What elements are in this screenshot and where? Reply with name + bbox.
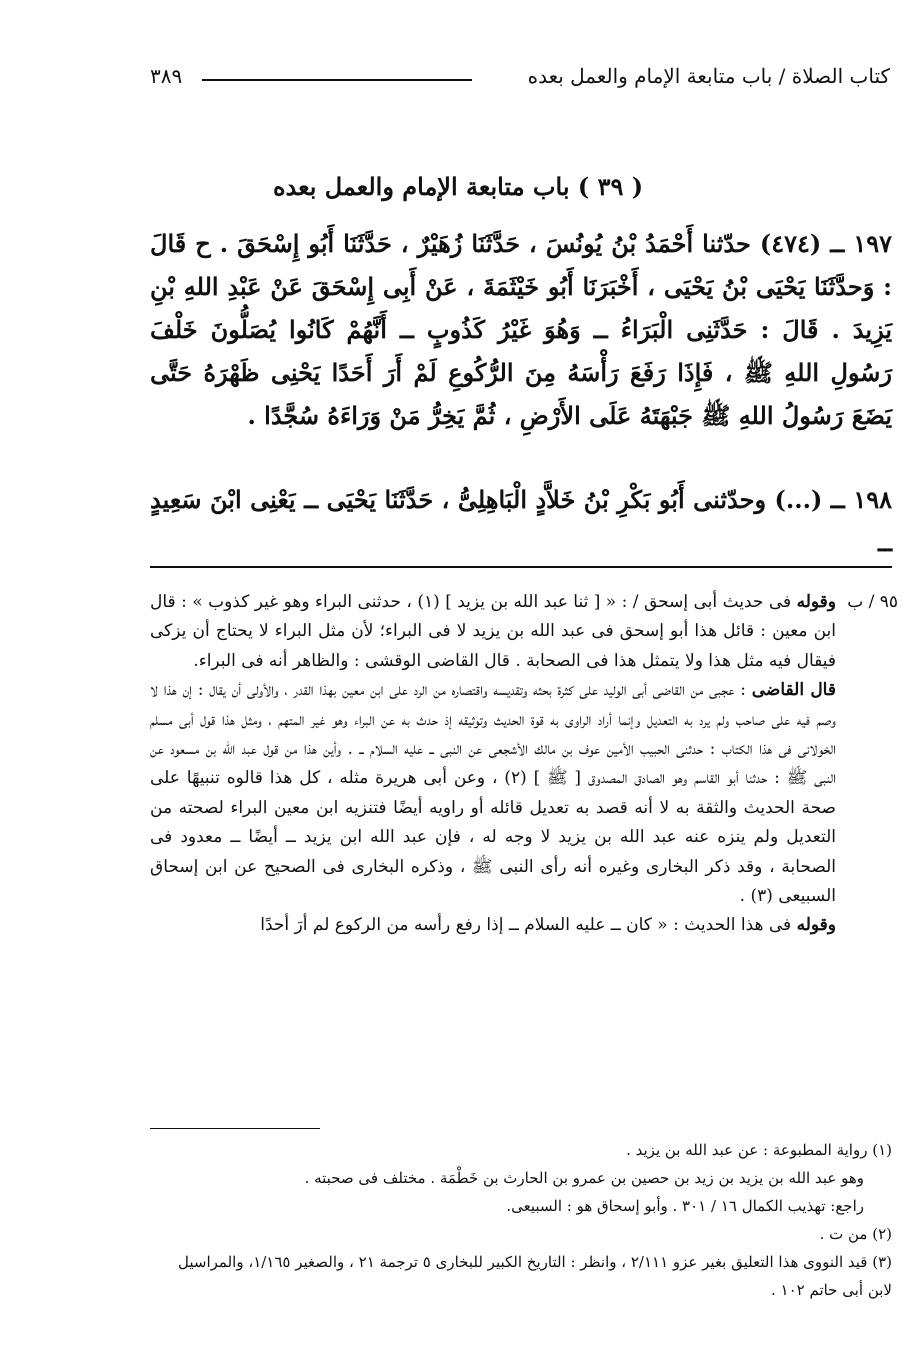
page-number: ٣٨٩ [150,64,183,88]
text-divider [150,566,892,568]
commentary-lead: قال القاضى [751,680,836,701]
commentary-paragraph [150,588,836,676]
commentary-text: فى حديث أبى إسحق / : « [ ثنا عبد الله بن يزيد ] (١) ، حدثنى البراء وهو غير كذوب » : قال ابن معين : قائل هذا أبو إسحق فى عبد الله بن يزيد لا فى البراء؛ لأن مثل البراء لا يحتاج أن يزكى فيقال فيه مثل هذا ولا يتمثل هذا فى الصحابة . قال القاضى الوقشى : والظاهر أنه فى البراء. [150,592,836,671]
commentary-lead: وقوله [796,592,837,612]
running-head [150,64,890,94]
commentary-text: فى هذا الحديث : « كان ــ عليه السلام ــ إذا رفع رأسه من الركوع لم أرَ أحدًا [260,915,797,936]
footnotes [150,1136,892,1304]
hadith-197: ١٩٧ ــ (٤٧٤) حدّثنا أَحْمَدُ بْنُ يُونُسَ ، حَدَّثَنَا زُهَيْرٌ ، حَدَّثَنَا أَبُو إِسْحَقَ . ح قَالَ : وَحدَّثَنَا يَحْيَى بْنُ يَحْيَى ، أَخْبَرَنَا أَبُو خَيْثَمَةَ ، عَنْ أَبِى إِسْحَقَ عَنْ عَبْدِ اللهِ بْنِ يَزِيدَ . قَالَ : حَدَّثَنِى الْبَرَاءُ ــ وَهُوَ غَيْرُ كَذُوبٍ ــ أَنَّهُمْ كَانُوا يُصَلُّونَ خَلْفَ رَسُولِ اللهِ ﷺ ، فَإِذَا رَفَعَ رَأْسَهُ مِنَ الرُّكُوعِ لَمْ أَرَ أَحَدًا يَحْنِى ظَهْرَهُ حَتَّى يَضَعَ رَسُولُ اللهِ ﷺ جَبْهَتَهُ عَلَى الأَرْضِ ، ثُمَّ يَخِرُّ مَنْ وَرَاءَهُ سُجَّدًا . [150,229,892,430]
commentary-text: : عجبى من القاضى أبى الوليد على كثرة بحثه وتقديسه واقتصاره من الرد على ابن معين بهذا القدر ، والأولى أن يقال : إن هذا لا وصم فيه على صاحب ولم يرد به التعديل وإنما أراد الراوى به قوة الحديث وتوثيقه إذ حدث به عن البراء وهو غير المتهم ، ومثل هذا قول أبى مسلم الخولانى فى هذا الكتاب : حدثنى الحبيب الأمين عوف بن مالك الأشجعى عن النبى ــ عليه السلام ــ . وأين هذا من قول عبد الله بن مسعود عن النبى ﷺ : حدثنا أبو القاسم وهو الصادق المصدوق [ ﷺ ] (٢) ، وعن أبى هريرة مثله ، كل هذا قالوه تنبيهًا على صحة الحديث والثقة به لا أنه قصد به تعديل قائله أو راويه أيضًا فتنزيه ابن معين البراء لصحته من التعديل ولم ينزه عنه عبد الله بن يزيد لا وجه له ، فإن عبد الله ابن يزيد ــ أيضًا ــ معدود فى الصحابة ، وقد ذكر البخارى وغيره أنه رأى النبى ﷺ ، وذكره البخارى فى الصحيح عن ابن إسحاق السبيعى (٣) . [150,680,837,907]
footnote: (١) رواية المطبوعة : عن عبد الله بن يزيد . [626,1141,892,1159]
chapter-title: ( ٣٩ ) باب متابعة الإمام والعمل بعده [272,172,644,201]
footnote: (٢) من ت . [819,1225,892,1243]
hadith-198: ١٩٨ ــ (...) وحدّثنى أَبُو بَكْرِ بْنُ خَلاَّدٍ الْبَاهِلِىُّ ، حَدَّثَنَا يَحْيَى ــ يَعْنِى ابْنَ سَعِيدٍ ــ [150,485,892,557]
commentary-paragraph [150,911,836,940]
footnote-continuation: راجع: تهذيب الكمال ١٦ / ٣٠١ . وأبو إسحاق هو : السبيعى. [506,1197,864,1215]
running-head-rule [202,79,472,81]
running-head-title: كتاب الصلاة / باب متابعة الإمام والعمل بعده [527,64,890,88]
footnote-divider [150,1128,320,1129]
footnote: (٣) قيد النووى هذا التعليق بغير عزو ٢/١١١ ، وانظر : التاريخ الكبير للبخارى ٥ ترجمة ٢١ ، والصغير ١/١٦٥، والمراسيل لابن أبى حاتم ١٠٢ . [178,1253,892,1299]
manuscript-folio-note: ٩٥ / ب [847,592,898,612]
commentary-lead: وقوله [796,915,836,936]
commentary-paragraph [150,676,836,911]
footnote-continuation: وهو عبد الله بن يزيد بن زيد بن حصين بن عمرو بن الحارث بن خَطْمَة . مختلف فى صحبته . [304,1169,864,1187]
commentary [150,588,836,941]
